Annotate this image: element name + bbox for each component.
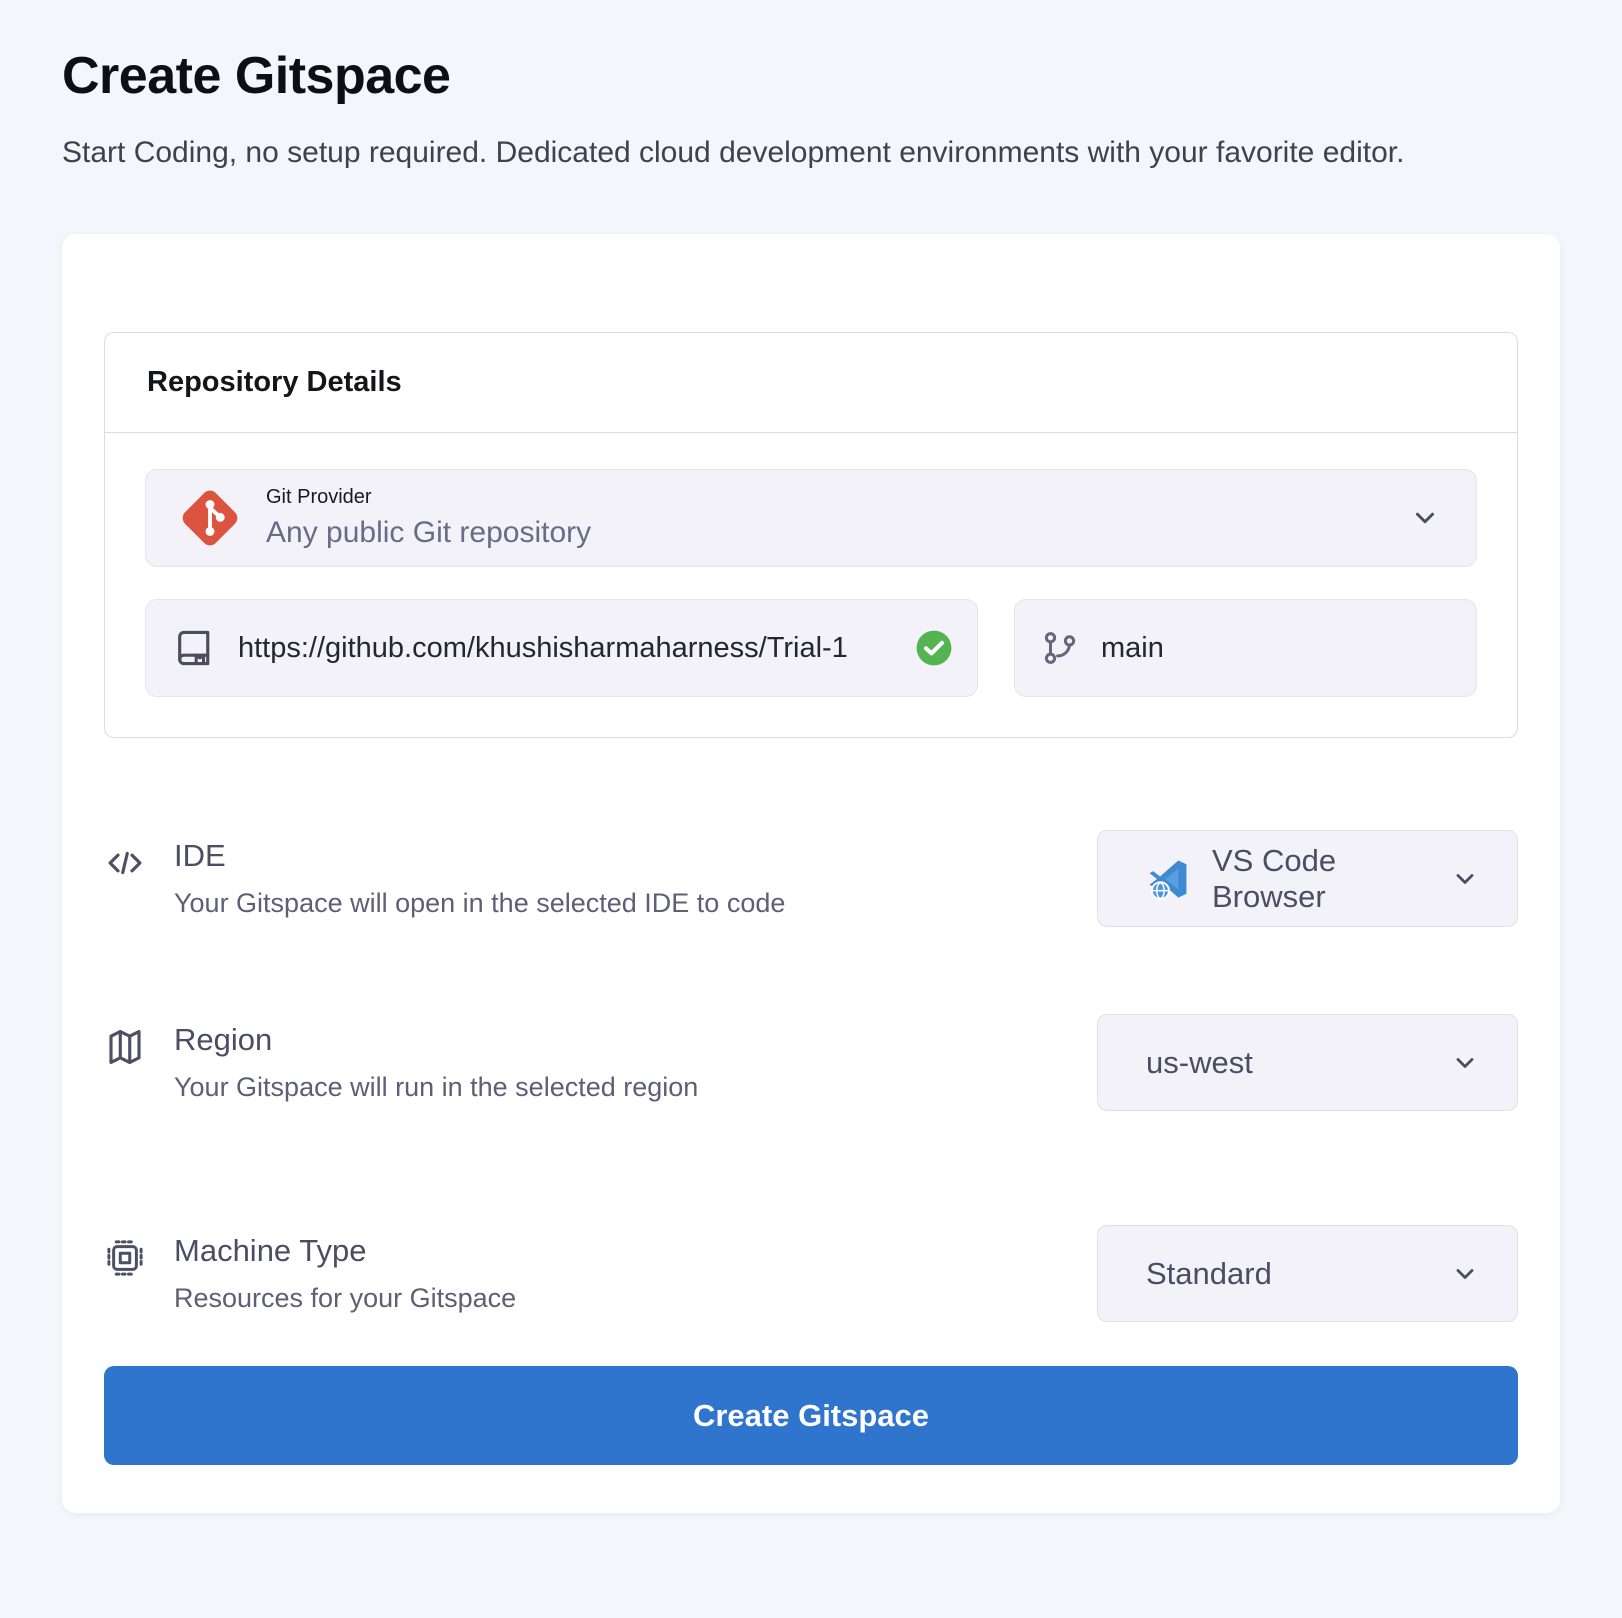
chevron-down-icon <box>1451 1049 1479 1077</box>
chevron-down-icon <box>1451 865 1479 893</box>
repository-details-header <box>105 333 1517 433</box>
repository-details-section <box>104 332 1518 738</box>
machine-type-description: Resources for your Gitspace <box>174 1283 517 1313</box>
region-row <box>104 1014 1518 1111</box>
create-gitspace-card <box>62 234 1560 1513</box>
page-subtitle: Start Coding, no setup required. Dedicated cloud development environments with your favorite editor. <box>62 136 1405 169</box>
git-branch-icon <box>1041 629 1079 667</box>
machine-type-label: Machine Type <box>174 1233 367 1268</box>
create-gitspace-button[interactable]: Create Gitspace <box>104 1366 1518 1465</box>
repository-details-title: Repository Details <box>147 366 402 398</box>
git-provider-label: Git Provider <box>266 486 372 508</box>
repository-details-body <box>105 433 1517 737</box>
git-provider-select[interactable] <box>145 469 1477 567</box>
region-select[interactable] <box>1097 1014 1518 1111</box>
machine-type-select-value: Standard <box>1146 1255 1272 1291</box>
branch-input[interactable] <box>1014 599 1477 697</box>
region-select-value: us-west <box>1146 1044 1253 1080</box>
ide-select[interactable] <box>1097 830 1518 927</box>
vscode-browser-icon <box>1146 857 1190 901</box>
ide-label: IDE <box>174 838 226 873</box>
chevron-down-icon <box>1451 1260 1479 1288</box>
chevron-down-icon <box>1410 503 1440 533</box>
repository-url-input[interactable] <box>145 599 978 697</box>
region-description: Your Gitspace will run in the selected region <box>174 1072 699 1102</box>
git-provider-value: Any public Git repository <box>266 516 592 549</box>
ide-select-value: VS Code Browser <box>1212 842 1337 914</box>
code-icon <box>104 842 146 884</box>
map-icon <box>104 1026 146 1068</box>
cpu-chip-icon <box>104 1237 146 1279</box>
repository-url-value: https://github.com/khushisharmaharness/Trial-1 <box>238 631 848 664</box>
page-title: Create Gitspace <box>62 47 451 105</box>
git-icon <box>178 486 242 550</box>
machine-type-row <box>104 1225 1518 1322</box>
branch-value: main <box>1101 631 1164 664</box>
machine-type-select[interactable] <box>1097 1225 1518 1322</box>
ide-row <box>104 830 1518 927</box>
check-circle-icon <box>915 629 953 667</box>
region-label: Region <box>174 1022 273 1057</box>
ide-description: Your Gitspace will open in the selected IDE to code <box>174 888 786 918</box>
repository-book-icon <box>172 626 216 670</box>
